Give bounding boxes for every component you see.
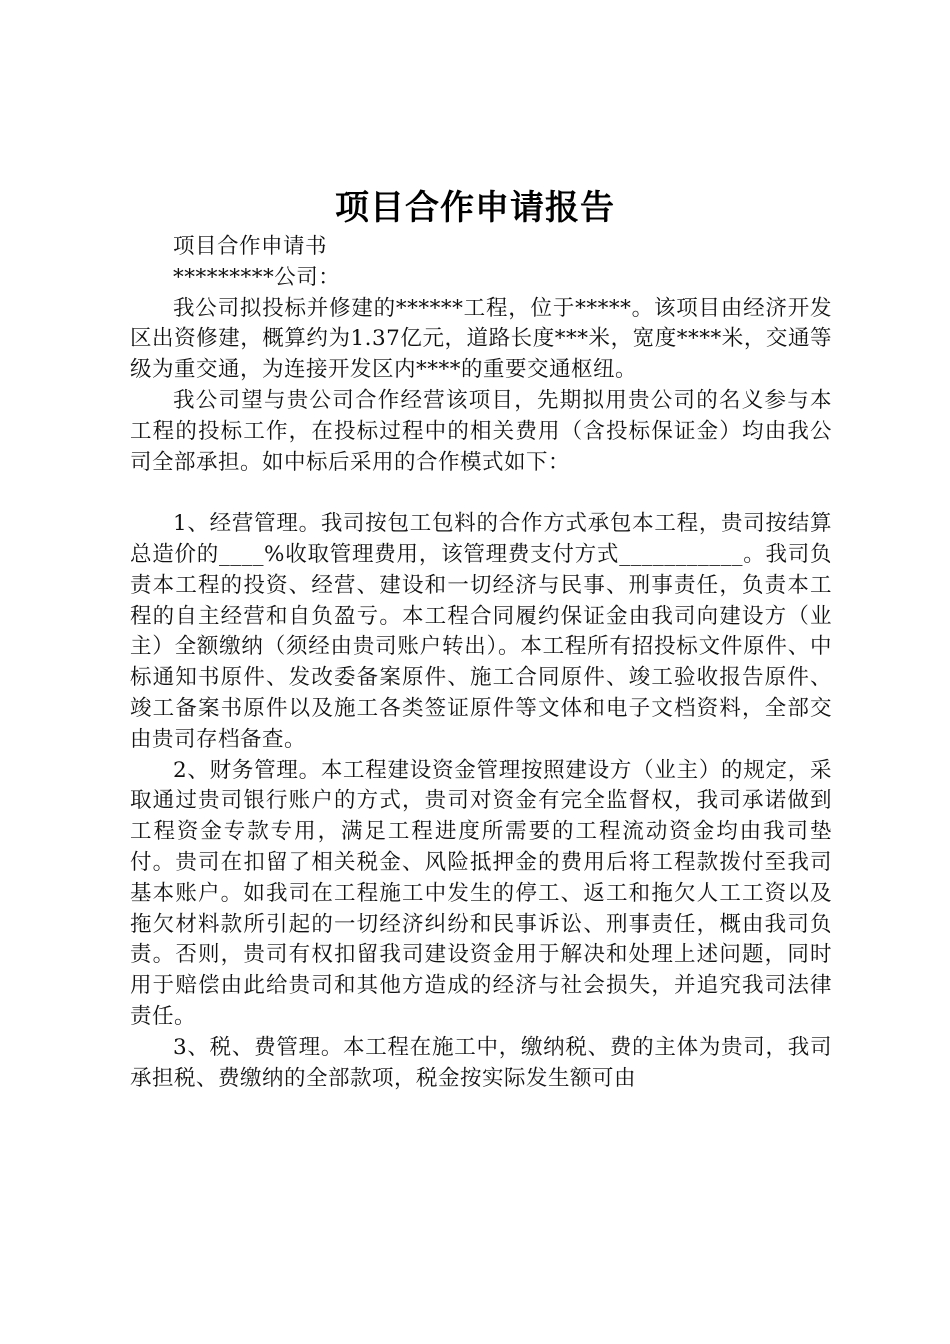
document-title: 项目合作申请报告 <box>335 188 615 228</box>
paragraph-addressee: *********公司： <box>173 264 341 290</box>
paragraph-cooperation-intent: 我公司望与贵公司合作经营该项目，先期拟用贵公司的名义参与本工程的投标工作，在投标过程中的相关费用（含投标保证金）均由我公司全部承担。如中标后采用的合作模式如下： <box>130 387 832 475</box>
paragraph-heading: 项目合作申请书 <box>173 234 328 259</box>
paragraph-project-intro: 我公司拟投标并修建的******工程，位于*****。该项目由经济开发区出资修建，概算约为1.37亿元，道路长度***米，宽度****米，交通等级为重交通，为连接开发区内****的重要交通枢纽。 <box>130 295 832 383</box>
paragraph-financial-management: 2、财务管理。本工程建设资金管理按照建设方（业主）的规定，采取通过贵司银行账户的方式，贵司对资金有完全监督权，我司承诺做到工程资金专款专用，满足工程进度所需要的工程流动资金均由我司垫付。贵司在扣留了相关税金、风险抵押金的费用后将工程款拨付至我司基本账户。如我司在工程施工中发生的停工、返工和拖欠人工工资以及拖欠材料款所引起的一切经济纠纷和民事诉讼、刑事责任，概由我司负责。否则，贵司有权扣留我司建设资金用于解决和处理上述问题，同时用于赔偿由此给贵司和其他方造成的经济与社会损失，并追究我司法律责任。 <box>130 757 832 1029</box>
paragraph-tax-fee-management: 3、税、费管理。本工程在施工中，缴纳税、费的主体为贵司，我司承担税、费缴纳的全部款项，税金按实际发生额可由 <box>130 1034 832 1091</box>
paragraph-operation-management: 1、经营管理。我司按包工包料的合作方式承包本工程，贵司按结算总造价的____%收取管理费用，该管理费支付方式___________。我司负责本工程的投资、经营、建设和一切经济与民事、刑事责任，负责本工程的自主经营和自负盈亏。本工程合同履约保证金由我司向建设方（业主）全额缴纳（须经由贵司账户转出）。本工程所有招投标文件原件、中标通知书原件、发改委备案原件、施工合同原件、竣工验收报告原件、竣工备案书原件以及施工各类签证原件等文体和电子文档资料，全部交由贵司存档备查。 <box>130 511 832 752</box>
document-body <box>130 232 832 1094</box>
